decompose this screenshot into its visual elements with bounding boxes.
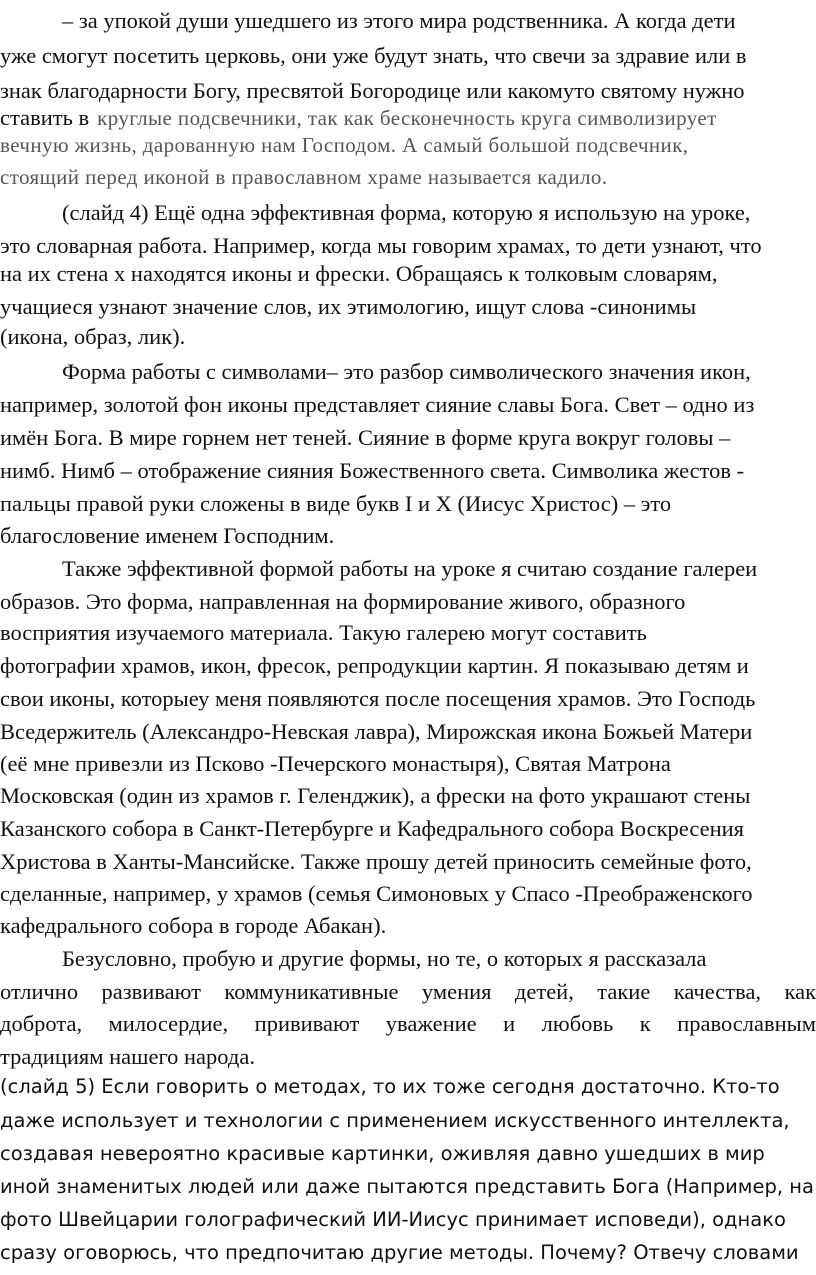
text-line: вечную жизнь, дарованную нам Господом. А самый большой подсвечник, [0, 133, 689, 157]
text-line: (икона, образ, лик). [0, 324, 186, 349]
text-line: пальцы правой руки сложены в виде букв I и X (Иисус Христос) – это [0, 491, 672, 516]
text-line: образов. Это форма, направленная на формирование живого, образного [0, 589, 686, 614]
text-line: сразу оговорюсь, что предпочитаю другие методы. Почему? Отвечу словами [0, 1241, 799, 1264]
text-line: доброта, милосердие, прививают уважение и любовь к православным [0, 1011, 816, 1036]
text-line: (слайд 4) Ещё одна эффективная форма, которую я использую на уроке, [62, 200, 751, 225]
text-line: (слайд 5) Если говорить о методах, то их тоже сегодня достаточно. Кто-то [0, 1075, 780, 1098]
text-line: учащиеся узнают значение слов, их этимологию, ищут слова -синонимы [0, 294, 697, 319]
text-line: отлично развивают коммуникативные умения детей, такие качества, как [0, 979, 816, 1004]
text-line: знак благодарности Богу, пресвятой Богородице или какомуто святому нужно [0, 78, 745, 103]
text-line: иной знаменитых людей или даже пытаются представить Бога (Например, на [0, 1175, 814, 1198]
text-line: Форма работы с символами– это разбор символического значения икон, [62, 359, 751, 384]
text-line: уже смогут посетить церковь, они уже будут знать, что свечи за здравие или в [0, 43, 747, 68]
text-fragment: ставить в [0, 105, 90, 130]
text-line: например, золотой фон иконы представляет сияние славы Бога. Свет – одно из [0, 392, 755, 417]
text-line: имён Бога. В мире горнем нет теней. Сияние в форме круга вокруг головы – [0, 425, 731, 450]
text-line: сделанные, например, у храмов (семья Симоновых у Спасо -Преображенского [0, 881, 753, 906]
text-line: Безусловно, пробую и другие формы, но те, о которых я рассказала [62, 946, 707, 971]
text-line: (её мне привезли из Псково -Печерского монастыря), Святая Матрона [0, 751, 671, 776]
text-line: традициям нашего народа. [0, 1044, 255, 1069]
text-line: стоящий перед иконой в православном храме называется кадило. [0, 165, 608, 189]
text-line: свои иконы, которыеу меня появляются после посещения храмов. Это Господь [0, 686, 756, 711]
text-line: Московская (один из храмов г. Геленджик), а фрески на фото украшают стены [0, 783, 751, 808]
text-fragment: круглые подсвечники, так как бесконечность круга символизирует [97, 106, 717, 130]
text-line: Христова в Ханты-Мансийске. Также прошу детей приносить семейные фото, [0, 849, 752, 874]
text-line: Казанского собора в Санкт-Петербурге и Кафедрального собора Воскресения [0, 816, 745, 841]
text-line: – за упокой души ушедшего из этого мира родственника. А когда дети [62, 8, 736, 33]
text-line: это словарная работа. Например, когда мы говорим храмах, то дети узнают, что [0, 233, 762, 258]
text-line: Вседержитель (Александро-Невская лавра), Мирожская икона Божьей Матери [0, 719, 753, 744]
text-line: фото Швейцарии голографический ИИ-Иисус принимает исповеди), однако [0, 1208, 786, 1231]
text-line: нимб. Нимб – отображение сияния Божественного света. Символика жестов - [0, 458, 745, 483]
text-line: создавая невероятно красивые картинки, оживляя давно ушедших в мир [0, 1142, 765, 1165]
text-line: даже использует и технологии с применением искусственного интеллекта, [0, 1109, 790, 1132]
text-line: на их стена х находятся иконы и фрески. Обращаясь к толковым словарям, [0, 261, 718, 286]
text-line: благословение именем Господним. [0, 523, 335, 548]
text-line: фотографии храмов, икон, фресок, репродукции картин. Я показываю детям и [0, 653, 749, 678]
text-line: восприятия изучаемого материала. Такую галерею могут составить [0, 620, 647, 645]
text-line: Также эффективной формой работы на уроке я считаю создание галереи [62, 556, 758, 581]
text-line: кафедрального собора в городе Абакан). [0, 913, 387, 938]
